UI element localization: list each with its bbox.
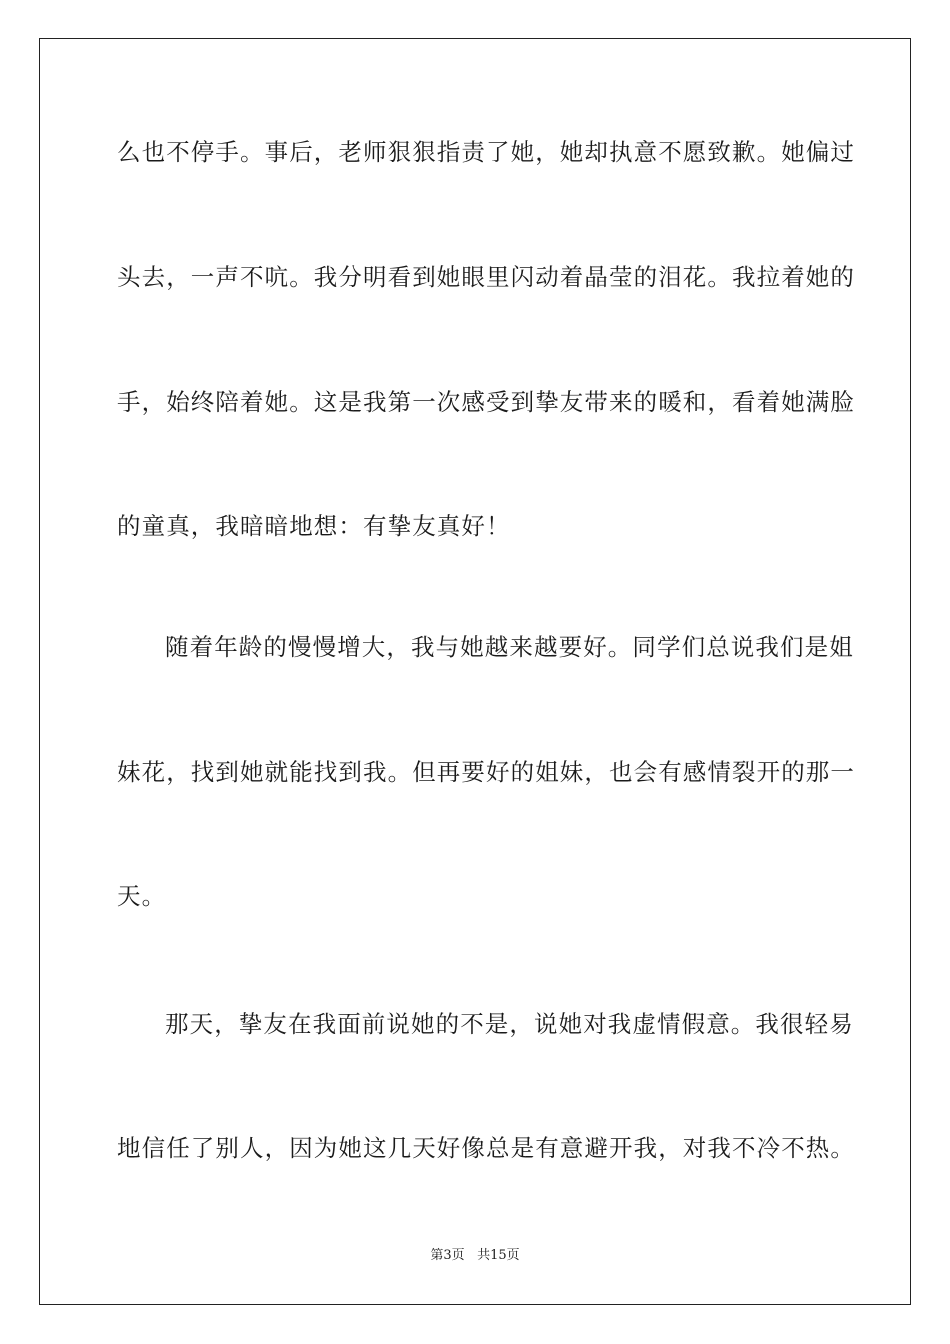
body-line-1: 么也不停手。事后，老师狠狠指责了她，她却执意不愿致歉。她偏过 bbox=[117, 138, 855, 166]
body-line-7: 天。 bbox=[117, 882, 167, 910]
body-line-3: 手，始终陪着她。这是我第一次感受到挚友带来的暖和，看着她满脸 bbox=[117, 388, 855, 416]
body-line-2: 头去，一声不吭。我分明看到她眼里闪动着晶莹的泪花。我拉着她的 bbox=[117, 263, 855, 291]
body-line-4: 的童真，我暗暗地想：有挚友真好！ bbox=[117, 512, 511, 540]
body-line-9: 地信任了别人，因为她这几天好像总是有意避开我，对我不冷不热。 bbox=[117, 1134, 855, 1162]
page-total: 共15页 bbox=[477, 1248, 520, 1263]
page-border bbox=[39, 38, 911, 1305]
body-line-8-paragraph-start: 那天，挚友在我面前说她的不是，说她对我虚情假意。我很轻易 bbox=[165, 1010, 854, 1038]
page-footer bbox=[0, 1247, 950, 1265]
body-line-6: 妹花，找到她就能找到我。但再要好的姐妹，也会有感情裂开的那一 bbox=[117, 758, 855, 786]
page-number: 第3页 bbox=[430, 1248, 465, 1263]
body-line-5-paragraph-start: 随着年龄的慢慢增大，我与她越来越要好。同学们总说我们是姐 bbox=[165, 633, 854, 661]
